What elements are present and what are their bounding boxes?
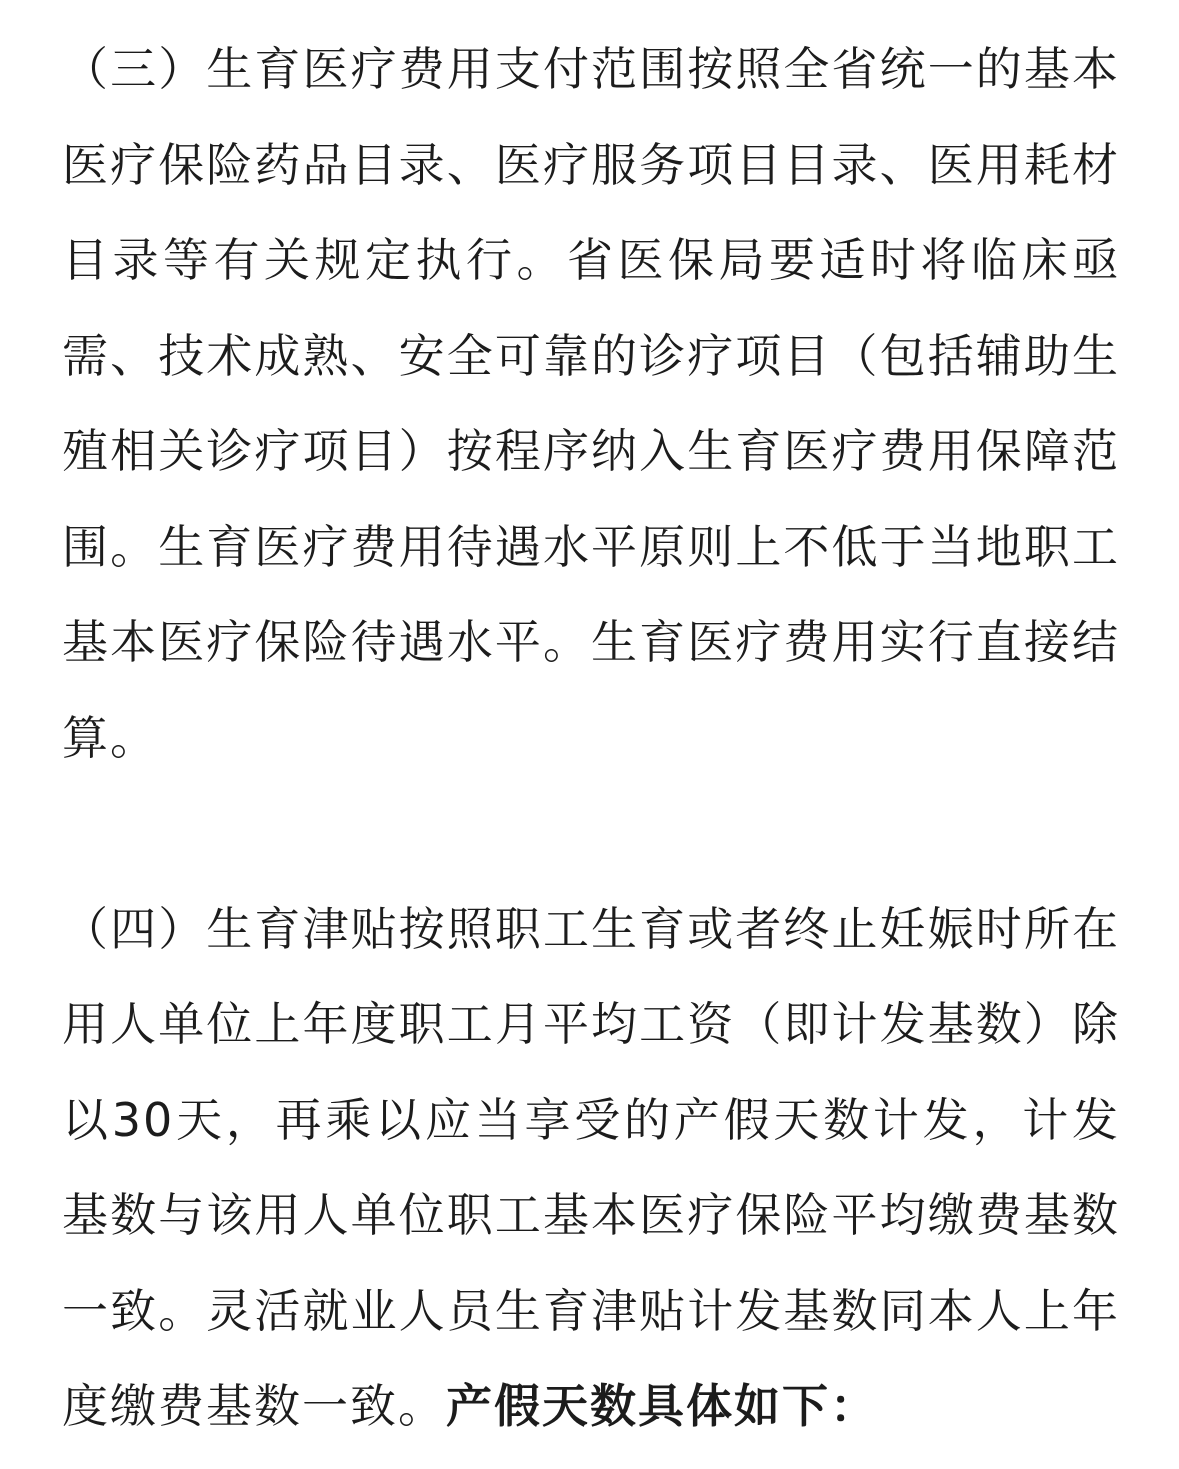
article-body <box>62 22 1120 1455</box>
paragraph-section-4 <box>62 882 1120 1455</box>
paragraph-section-3: （三）生育医疗费用支付范围按照全省统一的基本医疗保险药品目录、医疗服务项目目录、医用耗材目录等有关规定执行。省医保局要适时将临床亟需、技术成熟、安全可靠的诊疗项目（包括辅助生殖相关诊疗项目）按程序纳入生育医疗费用保障范围。生育医疗费用待遇水平原则上不低于当地职工基本医疗保险待遇水平。生育医疗费用实行直接结算。 <box>62 42 1120 765</box>
paragraph-section-4-text: （四）生育津贴按照职工生育或者终止妊娠时所在用人单位上年度职工月平均工资（即计发基数）除以30天，再乘以应当享受的产假天数计发，计发基数与该用人单位职工基本医疗保险平均缴费基数一致。灵活就业人员生育津贴计发基数同本人上年度缴费基数一致。 <box>62 901 1120 1433</box>
paragraph-section-4-bold: 产假天数具体如下： <box>446 1379 878 1433</box>
